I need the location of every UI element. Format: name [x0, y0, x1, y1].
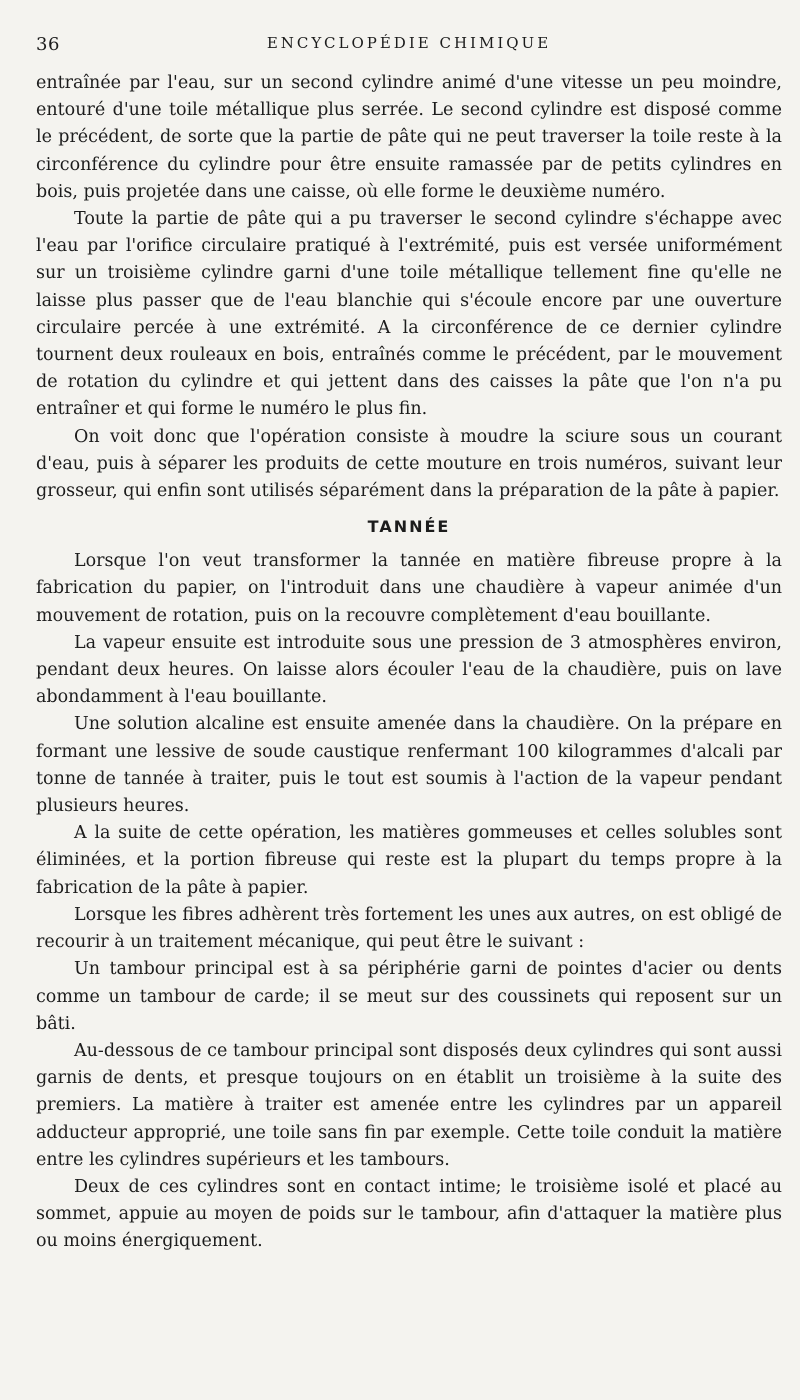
- paragraph: A la suite de cette opération, les matières gommeuses et celles solubles sont éliminées, et la portion fibreuse qui reste est la plupart du temps propre à la fabrication de la pâte à papier.: [36, 823, 782, 898]
- paragraph: Toute la partie de pâte qui a pu traverser le second cylindre s'échappe avec l'eau par l'orifice circulaire pratiqué à l'extrémité, puis est versée uniformément sur un troisième cylindre garni d'une toile métallique tellement fine qu'elle ne laisse plus passer que de l'eau blanchie qui s'écoule encore par une ouverture circulaire percée à une extrémité. A la circonférence de ce dernier cylindre tournent deux rouleaux en bois, entraînés comme le précédent, par le mouvement de rotation du cylindre et qui jettent dans des caisses la pâte que l'on n'a pu entraîner et qui forme le numéro le plus fin.: [36, 209, 782, 420]
- paragraph: Deux de ces cylindres sont en contact intime; le troisième isolé et placé au sommet, appuie au moyen de poids sur le tambour, afin d'attaquer la matière plus ou moins énergiquement.: [36, 1176, 782, 1252]
- paragraph: La vapeur ensuite est introduite sous une pression de 3 atmosphères environ, pendant deux heures. On laisse alors écouler l'eau de la chaudière, puis on lave abondamment à l'eau bouillante.: [36, 632, 782, 708]
- running-head-title: ENCYCLOPÉDIE CHIMIQUE: [266, 34, 552, 52]
- paragraph: On voit donc que l'opération consiste à moudre la sciure sous un courant d'eau, puis à séparer les produits de cette mouture en trois numéros, suivant leur grosseur, qui enfin sont utilisés séparément dans la préparation de la pâte à papier.: [36, 426, 782, 502]
- paragraph: Lorsque l'on veut transformer la tannée en matière fibreuse propre à la fabrication du papier, on l'introduit dans une chaudière à vapeur animée d'un mouvement de rotation, puis on la recouvre complètement d'eau bouillante.: [36, 551, 782, 626]
- paragraph: Lorsque les fibres adhèrent très fortement les unes aux autres, on est obligé de recourir à un traitement mécanique, qui peut être le suivant :: [36, 904, 782, 953]
- paragraph: Un tambour principal est à sa périphérie garni de pointes d'acier ou dents comme un tambour de carde; il se meut sur des coussinets qui reposent sur un bâti.: [36, 959, 782, 1034]
- section-heading: TANNÉE: [367, 517, 451, 537]
- paragraph: Au-dessous de ce tambour principal sont disposés deux cylindres qui sont aussi garnis de dents, et presque toujours on en établit un troisième à la suite des premiers. La matière à traiter est amenée entre les cylindres par un appareil adducteur approprié, une toile sans fin par exemple. Cette toile conduit la matière entre les cylindres supérieurs et les tambours.: [36, 1040, 782, 1170]
- running-head: [36, 34, 782, 60]
- page-number: 36: [36, 34, 60, 55]
- paragraph-continuation: entraînée par l'eau, sur un second cylindre animé d'une vitesse un peu moindre, entouré d'une toile métallique plus serrée. Le second cylindre est disposé comme le précédent, de sorte que la partie de pâte qui ne peut traverser la toile reste à la circonférence du cylindre pour être ensuite ramassée par de petits cylindres en bois, puis projetée dans une caisse, où elle forme le deuxième numéro.: [36, 73, 782, 202]
- paragraph: Une solution alcaline est ensuite amenée dans la chaudière. On la prépare en formant une lessive de soude caustique renfermant 100 kilogrammes d'alcali par tonne de tannée à traiter, puis le tout est soumis à l'action de la vapeur pendant plusieurs heures.: [36, 714, 782, 817]
